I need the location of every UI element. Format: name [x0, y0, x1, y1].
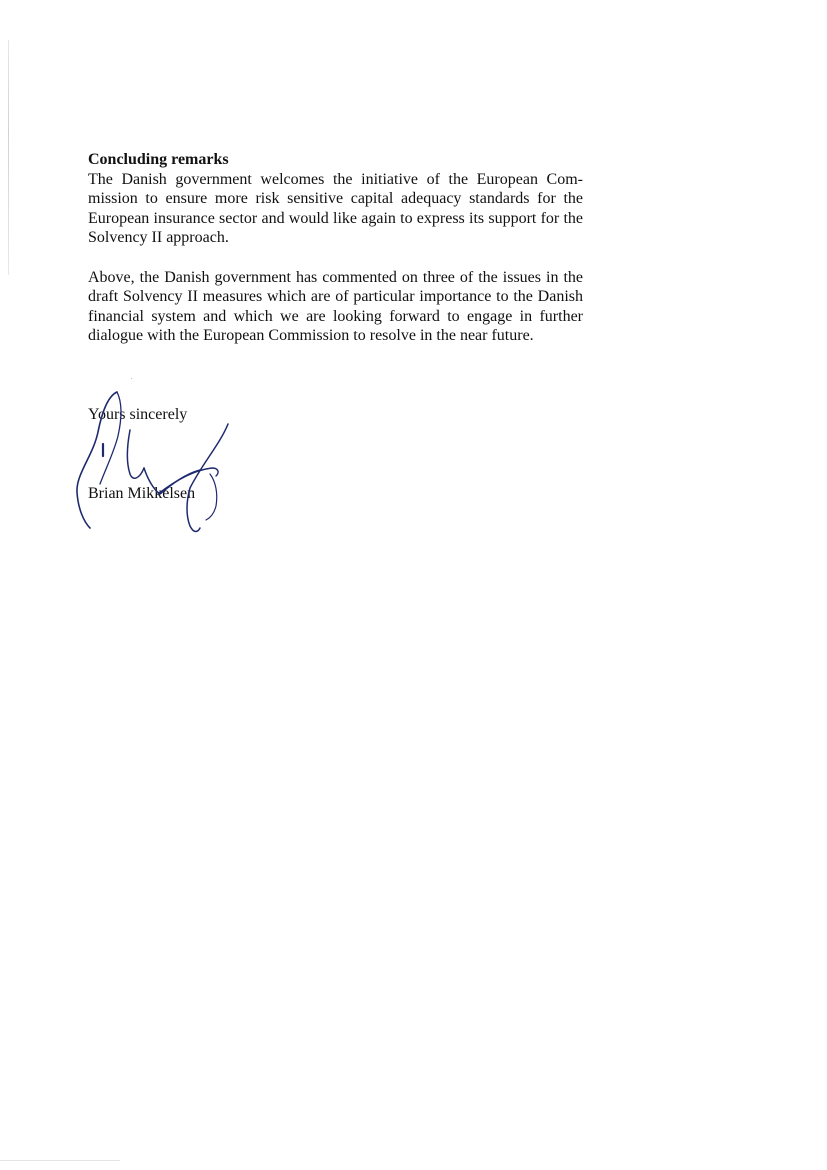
- closing-salutation: Yours sincerely: [88, 406, 188, 423]
- handwritten-signature-icon: [60, 384, 260, 544]
- scan-speck: [131, 378, 132, 379]
- section-heading: Concluding remarks: [88, 151, 229, 168]
- scan-edge-bottom: [0, 1160, 120, 1161]
- letter-body: [88, 150, 583, 346]
- scan-edge-left: [8, 40, 9, 275]
- signatory-name: Brian Mikkelsen: [88, 485, 196, 502]
- paragraph-welcome: The Danish government welcomes the initiative of the European Commission to ensure more risk sensitive capital adequacy standards for the European insurance sector and would like again to express its support for the Solvency II approach.: [88, 170, 583, 247]
- paragraph-comments: Above, the Danish government has commented on three of the issues in the draft Solvency II measures which are of particular importance to the Danish financial system and which we are looking forward to engage in further dialogue with the European Commission to resolve in the near future.: [88, 268, 583, 345]
